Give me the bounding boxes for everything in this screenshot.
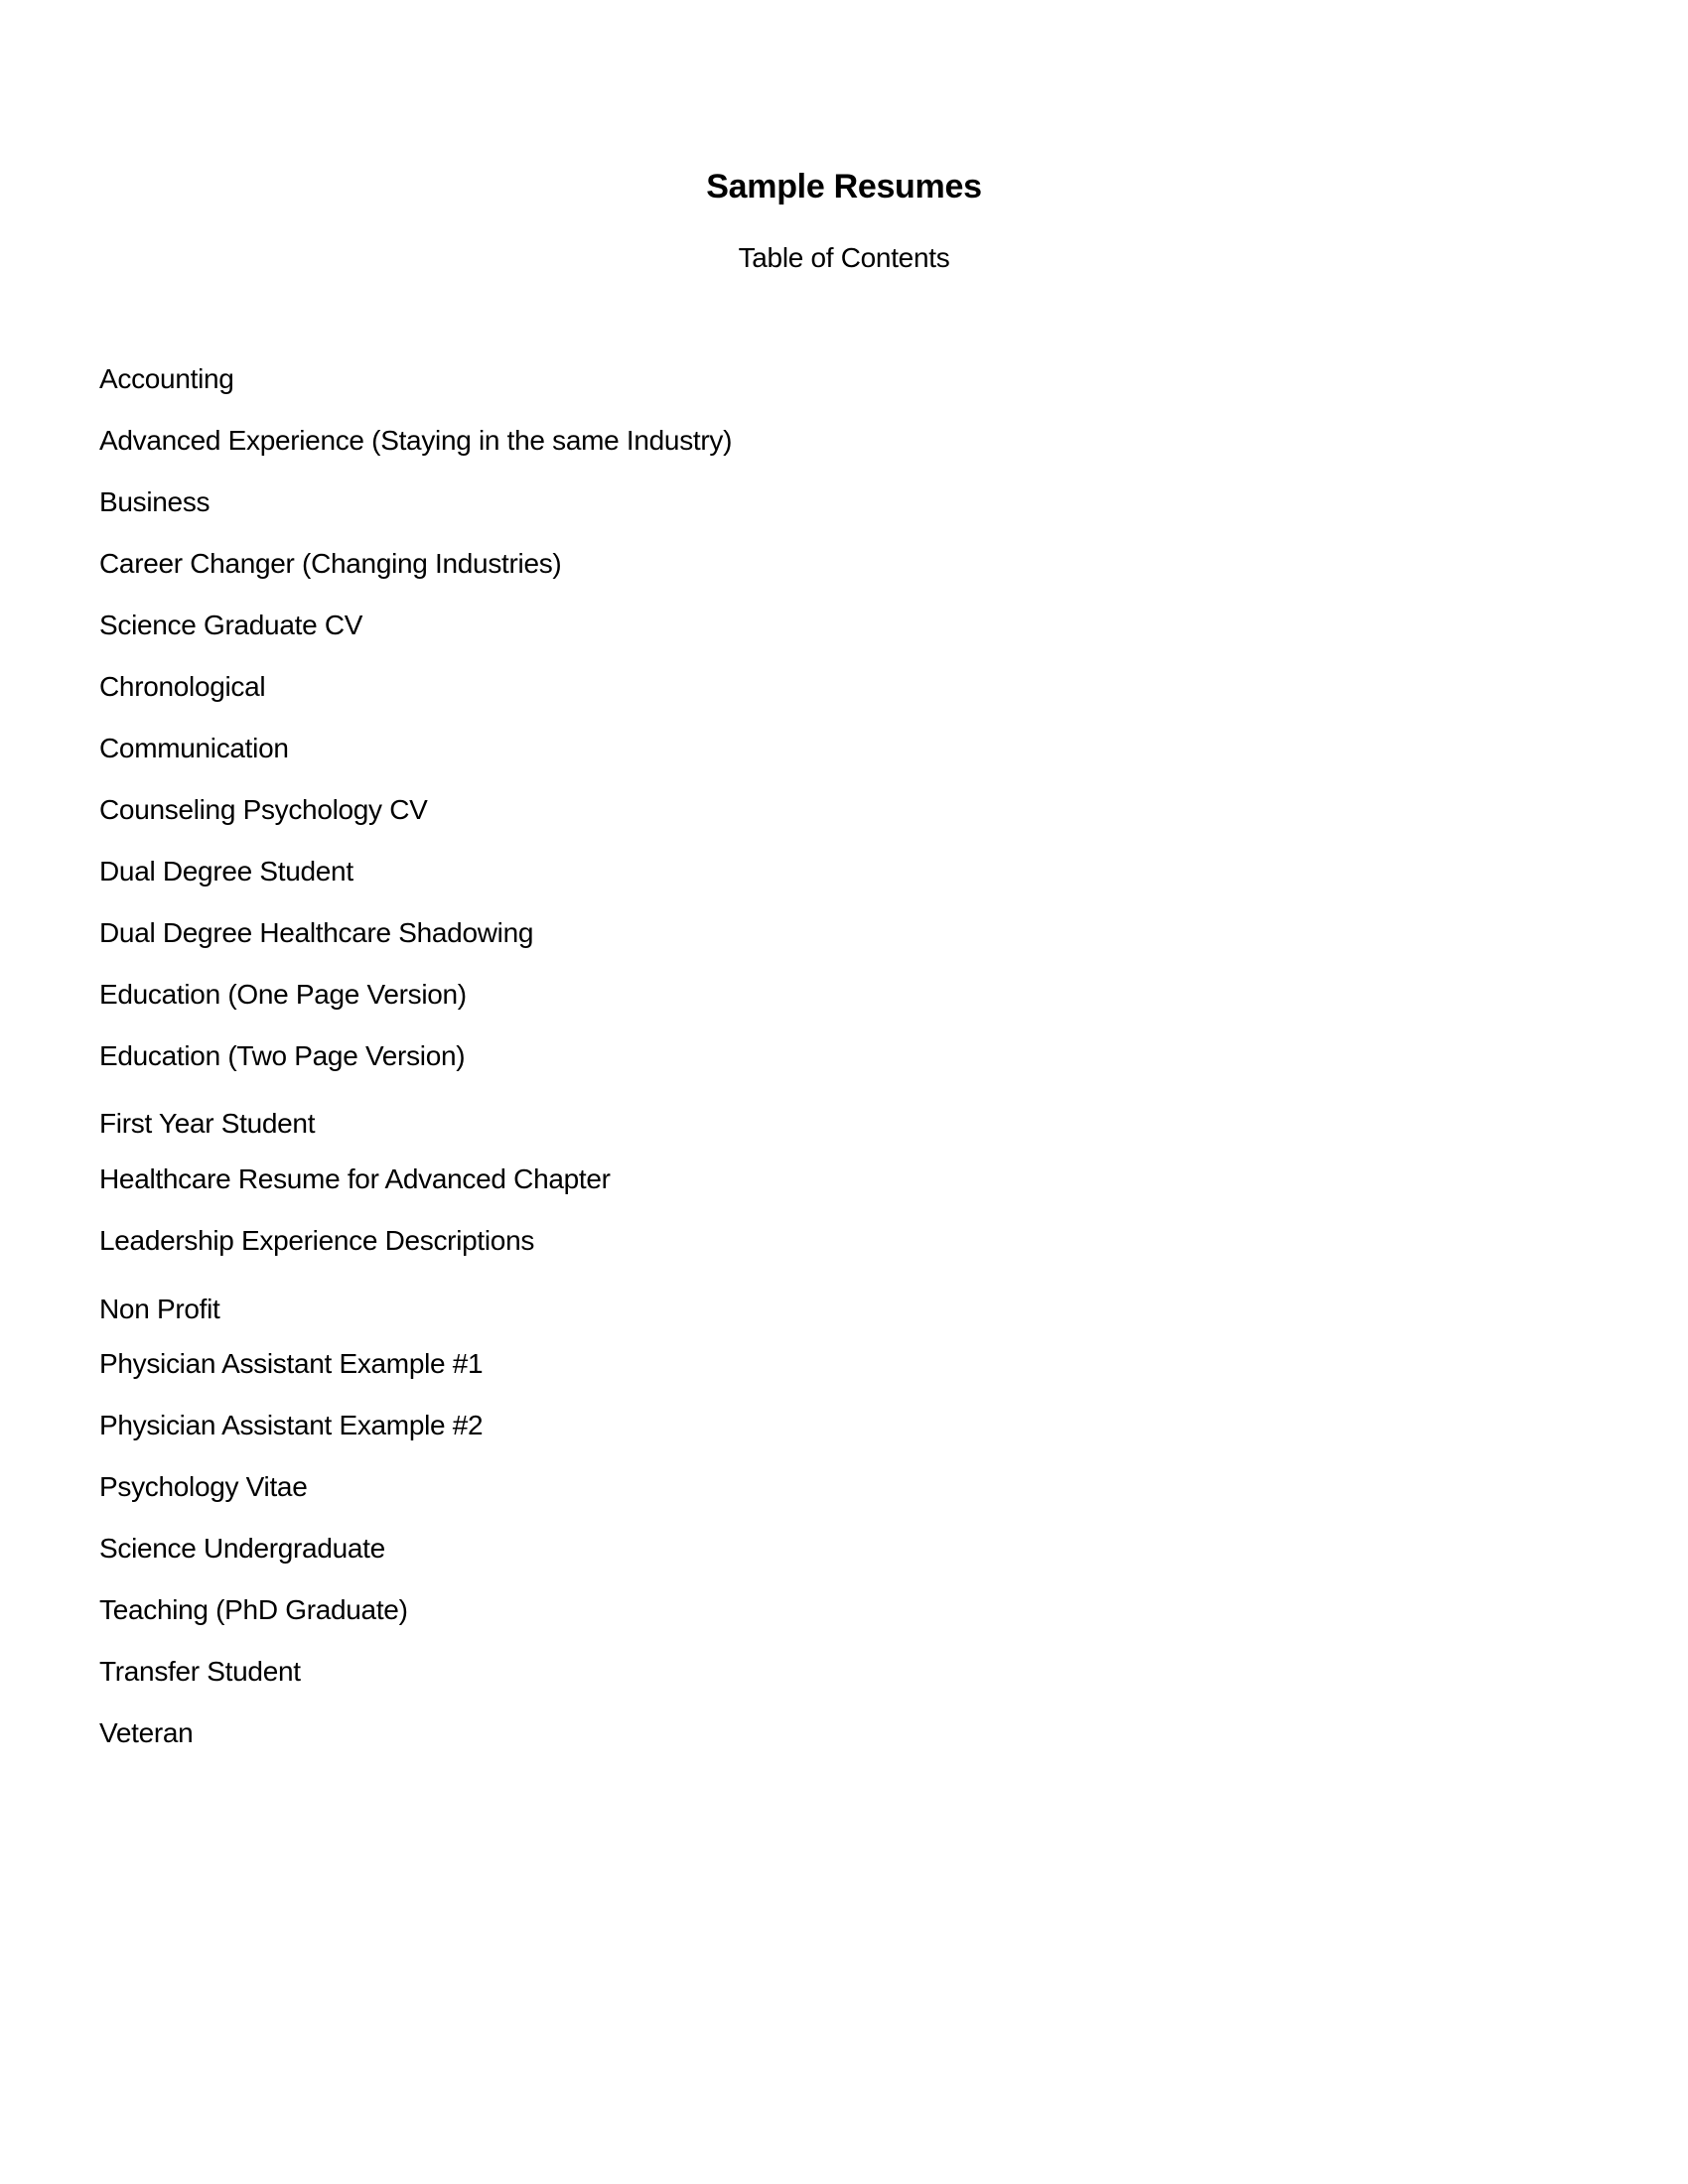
toc-item-physician-assistant-1: Physician Assistant Example #1 [99,1348,484,1379]
toc-item-healthcare-resume-advanced-chapter: Healthcare Resume for Advanced Chapter [99,1163,611,1194]
toc-item-dual-degree-student: Dual Degree Student [99,856,353,887]
toc-item-physician-assistant-2: Physician Assistant Example #2 [99,1410,484,1440]
toc-item-accounting: Accounting [99,363,234,394]
toc-item-communication: Communication [99,733,289,763]
toc-item-science-graduate-cv: Science Graduate CV [99,610,363,640]
toc-item-education-one-page: Education (One Page Version) [99,979,467,1010]
toc-item-teaching-phd-graduate: Teaching (PhD Graduate) [99,1594,408,1625]
toc-item-veteran: Veteran [99,1717,194,1748]
toc-item-chronological: Chronological [99,671,266,702]
toc-item-non-profit: Non Profit [99,1294,220,1324]
toc-item-first-year-student: First Year Student [99,1108,316,1139]
toc-item-career-changer: Career Changer (Changing Industries) [99,548,562,579]
toc-item-dual-degree-healthcare-shadowing: Dual Degree Healthcare Shadowing [99,917,534,948]
toc-item-leadership-experience-descriptions: Leadership Experience Descriptions [99,1225,535,1256]
toc-item-psychology-vitae: Psychology Vitae [99,1471,308,1502]
toc-item-education-two-page: Education (Two Page Version) [99,1040,466,1071]
toc-item-science-undergraduate: Science Undergraduate [99,1533,385,1564]
document-title: Sample Resumes [706,168,982,205]
toc-item-business: Business [99,486,211,517]
toc-item-counseling-psychology-cv: Counseling Psychology CV [99,794,428,825]
toc-item-transfer-student: Transfer Student [99,1656,301,1687]
table-of-contents-heading: Table of Contents [738,242,950,273]
toc-item-advanced-experience: Advanced Experience (Staying in the same Industry) [99,425,733,456]
